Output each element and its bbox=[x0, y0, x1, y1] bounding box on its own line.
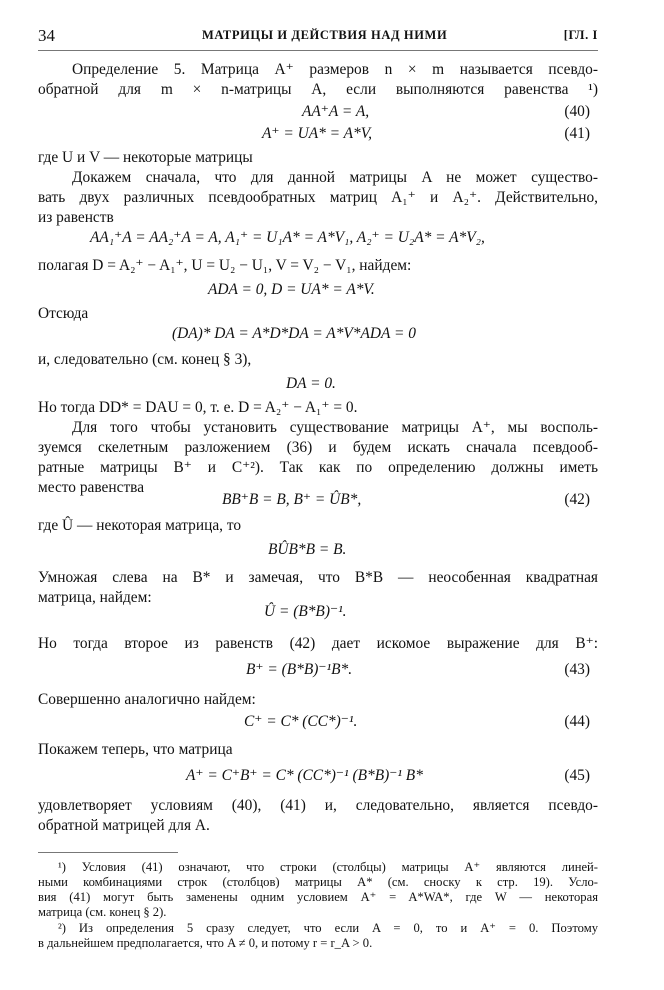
body-line: полагая D = A₂⁺ − A₁⁺, U = U₂ − U₁, V = V₂ − V₁, найдем: bbox=[38, 257, 412, 274]
body-line: обратной для m × n-матрицы A, если выполняются равенства ¹) bbox=[38, 81, 598, 98]
equation bbox=[38, 374, 598, 394]
header-rule bbox=[38, 50, 598, 51]
equation-number: (44) bbox=[564, 713, 590, 730]
equation bbox=[38, 124, 598, 144]
body-line: вать двух различных псевдообратных матриц A₁⁺ и A₂⁺. Действительно, bbox=[38, 189, 598, 206]
body-line: Для того чтобы установить существование матрицы A⁺, мы восполь- bbox=[72, 419, 598, 436]
body-line: удовлетворяет условиям (40), (41) и, следовательно, является псевдо- bbox=[38, 797, 598, 814]
body-line: зуемся скелетным разложением (36) и будем искать сначала псевдооб- bbox=[38, 439, 598, 456]
equation-formula: A⁺ = UA* = A*V, bbox=[262, 125, 372, 142]
body-line: Но тогда второе из равенств (42) дает искомое выражение для B⁺: bbox=[38, 635, 598, 652]
equation bbox=[38, 660, 598, 680]
equation-formula: ADA = 0, D = UA* = A*V. bbox=[208, 281, 375, 298]
equation-formula: B⁺ = (B*B)⁻¹B*. bbox=[246, 661, 353, 678]
running-title: МАТРИЦЫ И ДЕЙСТВИЯ НАД НИМИ bbox=[202, 28, 448, 42]
body-line: Докажем сначала, что для данной матрицы A не может существо- bbox=[72, 169, 598, 186]
body-line: из равенств bbox=[38, 209, 114, 226]
body-line: Определение 5. Матрица A⁺ размеров n × m называется псевдо- bbox=[72, 61, 598, 78]
body-line: Умножая слева на B* и замечая, что B*B — неособенная квадратная bbox=[38, 569, 598, 586]
equation-number: (40) bbox=[564, 103, 590, 120]
equation-formula: AA₁⁺A = AA₂⁺A = A, A₁⁺ = U₁A* = A*V₁, A₂⁺ = U₂A* = A*V₂, bbox=[90, 229, 485, 246]
body-line: где U и V — некоторые матрицы bbox=[38, 149, 253, 166]
equation-number: (41) bbox=[564, 125, 590, 142]
chapter-label: [ГЛ. I bbox=[563, 28, 598, 42]
equation-formula: (DA)* DA = A*D*DA = A*V*ADA = 0 bbox=[172, 325, 416, 342]
equation bbox=[38, 324, 598, 344]
equation bbox=[38, 228, 598, 248]
equation bbox=[38, 280, 598, 300]
footnote-line: ¹) Условия (41) означают, что строки (столбцы) матрицы A⁺ являются линей- bbox=[58, 860, 598, 874]
body-line: Совершенно аналогично найдем: bbox=[38, 691, 256, 708]
body-line: и, следовательно (см. конец § 3), bbox=[38, 351, 252, 368]
body-line: где Û — некоторая матрица, то bbox=[38, 517, 242, 534]
equation bbox=[38, 490, 598, 510]
body-line: ратные матрицы B⁺ и C⁺²). Так как по определению должны иметь bbox=[38, 459, 598, 476]
body-line: матрица, найдем: bbox=[38, 589, 152, 606]
footnote-line: матрица (см. конец § 2). bbox=[38, 905, 167, 919]
equation-formula: C⁺ = C* (CC*)⁻¹. bbox=[244, 713, 358, 730]
footnote-line: вия (41) могут быть заменены одним условием A⁺ = A*WA*, где W — некоторая bbox=[38, 890, 598, 904]
equation-formula: DA = 0. bbox=[286, 375, 336, 392]
footnote-line: ²) Из определения 5 сразу следует, что если A = 0, то и A⁺ = 0. Поэтому bbox=[58, 921, 598, 935]
equation-formula: BB⁺B = B, B⁺ = ÛB*, bbox=[222, 491, 362, 508]
equation-formula: BÛB*B = B. bbox=[268, 541, 347, 558]
footnote-rule bbox=[38, 852, 178, 853]
equation bbox=[38, 102, 598, 122]
footnote-line: в дальнейшем предполагается, что A ≠ 0, и потому r = r_A > 0. bbox=[38, 936, 373, 950]
page-header bbox=[38, 26, 598, 48]
body-line: обратной матрицей для A. bbox=[38, 817, 210, 834]
body-line: Покажем теперь, что матрица bbox=[38, 741, 233, 758]
body-line: Но тогда DD* = DAU = 0, т. е. D = A₂⁺ − A₁⁺ = 0. bbox=[38, 399, 358, 416]
footnote-line: ными комбинациями строк (столбцов) матрицы A* (см. сноску к стр. 19). Усло- bbox=[38, 875, 598, 889]
equation-number: (45) bbox=[564, 767, 590, 784]
equation-formula: Û = (B*B)⁻¹. bbox=[264, 603, 347, 620]
equation bbox=[38, 602, 598, 622]
equation-number: (42) bbox=[564, 491, 590, 508]
equation bbox=[38, 540, 598, 560]
page-number: 34 bbox=[38, 26, 55, 45]
equation-formula: A⁺ = C⁺B⁺ = C* (CC*)⁻¹ (B*B)⁻¹ B* bbox=[186, 767, 423, 784]
body-line: место равенства bbox=[38, 479, 145, 496]
equation-number: (43) bbox=[564, 661, 590, 678]
equation bbox=[38, 766, 598, 786]
equation bbox=[38, 712, 598, 732]
equation-formula: AA⁺A = A, bbox=[302, 103, 370, 120]
body-line: Отсюда bbox=[38, 305, 89, 322]
